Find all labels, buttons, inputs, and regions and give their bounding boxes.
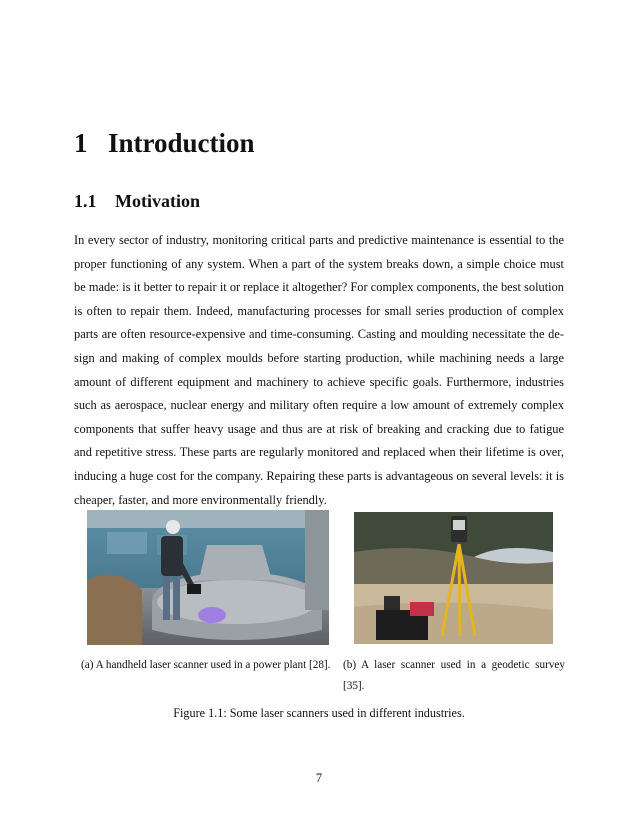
body-paragraph: [74, 229, 564, 512]
paragraph-line: be made: is it better to repair it or replace it altogether? For complex components, the best solution: [74, 280, 564, 295]
section-number: 1.1: [74, 191, 97, 211]
chapter-number: 1: [74, 128, 88, 158]
subfigure-b-caption: (b) A laser scanner used in a geodetic survey [35].: [343, 659, 565, 692]
paragraph-line: amount of different equipment and machinery to achieve specific goals. Furthermore, industries: [74, 374, 564, 389]
page-number: 7: [315, 771, 323, 785]
figure-image-power-plant: [87, 510, 329, 645]
paragraph-line: such as aerospace, nuclear energy and military often require a low amount of extremely complex: [74, 398, 564, 413]
paragraph-line: In every sector of industry, monitoring critical parts and predictive maintenance is essential to the: [74, 233, 564, 247]
figure-caption: Figure 1.1: Some laser scanners used in different industries.: [173, 706, 465, 720]
section-title: Motivation: [115, 191, 200, 211]
paragraph-line: inducing a huge cost for the company. Repairing these parts is advantageous on several levels: it is: [74, 468, 564, 483]
paragraph-line: sign and making of complex moulds before starting production, while machining needs a large: [74, 350, 564, 365]
paragraph-line: parts are often resource-expensive and time-consuming. Casting and moulding necessitate the de-: [74, 327, 564, 342]
paragraph-line: cheaper, faster, and more environmentally friendly.: [74, 492, 327, 507]
paragraph-line: is often to repair them. Indeed, manufacturing processes for small series production of complex: [74, 303, 564, 318]
subfigure-a-caption: (a) A handheld laser scanner used in a power plant [28].: [81, 659, 331, 671]
paragraph-line: components that suffer heavy usage and thus are at risk of breaking and cracking due to fatigue: [74, 421, 564, 436]
section-heading: [74, 191, 200, 212]
paragraph-line: and repetitive stress. These parts are regularly monitored and replaced when their lifetime is over,: [74, 445, 564, 460]
figure-image-geodetic-survey: [354, 512, 553, 644]
chapter-title: Introduction: [108, 128, 255, 158]
paragraph-line: proper functioning of any system. When a part of the system breaks down, a simple choice must: [74, 256, 564, 271]
chapter-heading: [74, 128, 255, 159]
